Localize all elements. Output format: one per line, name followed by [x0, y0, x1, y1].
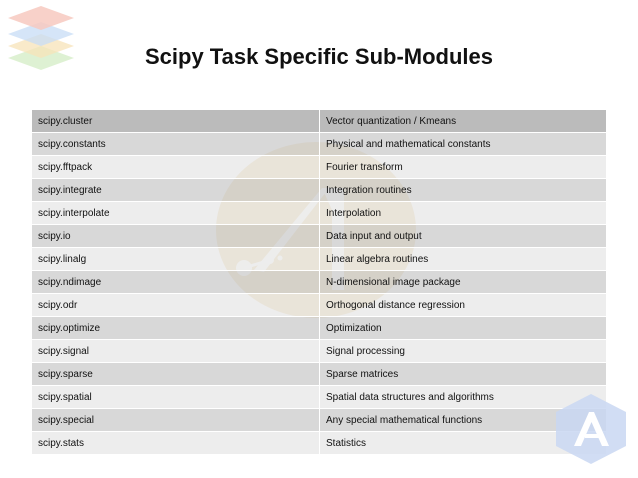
module-description-cell: Interpolation: [320, 202, 607, 225]
table-row: [32, 133, 606, 156]
table-row: [32, 156, 606, 179]
table-row: [32, 271, 606, 294]
module-name-cell: scipy.linalg: [32, 248, 320, 271]
table-row: [32, 248, 606, 271]
submodules-table: [32, 110, 606, 455]
table-row: [32, 179, 606, 202]
module-name-cell: scipy.stats: [32, 432, 320, 455]
table-row: [32, 363, 606, 386]
table-row: [32, 409, 606, 432]
module-description-cell: Data input and output: [320, 225, 607, 248]
table-row: [32, 386, 606, 409]
module-name-cell: scipy.cluster: [32, 110, 320, 133]
module-name-cell: scipy.odr: [32, 294, 320, 317]
module-description-cell: N-dimensional image package: [320, 271, 607, 294]
module-name-cell: scipy.spatial: [32, 386, 320, 409]
module-name-cell: scipy.special: [32, 409, 320, 432]
module-name-cell: scipy.sparse: [32, 363, 320, 386]
table-row: [32, 317, 606, 340]
module-name-cell: scipy.signal: [32, 340, 320, 363]
module-name-cell: scipy.constants: [32, 133, 320, 156]
table-row: [32, 110, 606, 133]
module-description-cell: Integration routines: [320, 179, 607, 202]
module-description-cell: Physical and mathematical constants: [320, 133, 607, 156]
module-name-cell: scipy.optimize: [32, 317, 320, 340]
hexagon-a-logo-icon: [552, 392, 630, 466]
table-row: [32, 202, 606, 225]
module-name-cell: scipy.interpolate: [32, 202, 320, 225]
module-name-cell: scipy.integrate: [32, 179, 320, 202]
table-row: [32, 225, 606, 248]
module-description-cell: Statistics: [320, 432, 607, 455]
module-name-cell: scipy.io: [32, 225, 320, 248]
module-description-cell: Linear algebra routines: [320, 248, 607, 271]
module-description-cell: Spatial data structures and algorithms: [320, 386, 607, 409]
table-row: [32, 294, 606, 317]
module-description-cell: Signal processing: [320, 340, 607, 363]
slide-title: Scipy Task Specific Sub-Modules: [144, 44, 493, 69]
module-description-cell: Optimization: [320, 317, 607, 340]
table-row: [32, 340, 606, 363]
module-description-cell: Orthogonal distance regression: [320, 294, 607, 317]
table-row: [32, 432, 606, 455]
module-name-cell: scipy.fftpack: [32, 156, 320, 179]
module-description-cell: Any special mathematical functions: [320, 409, 607, 432]
module-description-cell: Fourier transform: [320, 156, 607, 179]
module-description-cell: Vector quantization / Kmeans: [320, 110, 607, 133]
module-name-cell: scipy.ndimage: [32, 271, 320, 294]
module-description-cell: Sparse matrices: [320, 363, 607, 386]
